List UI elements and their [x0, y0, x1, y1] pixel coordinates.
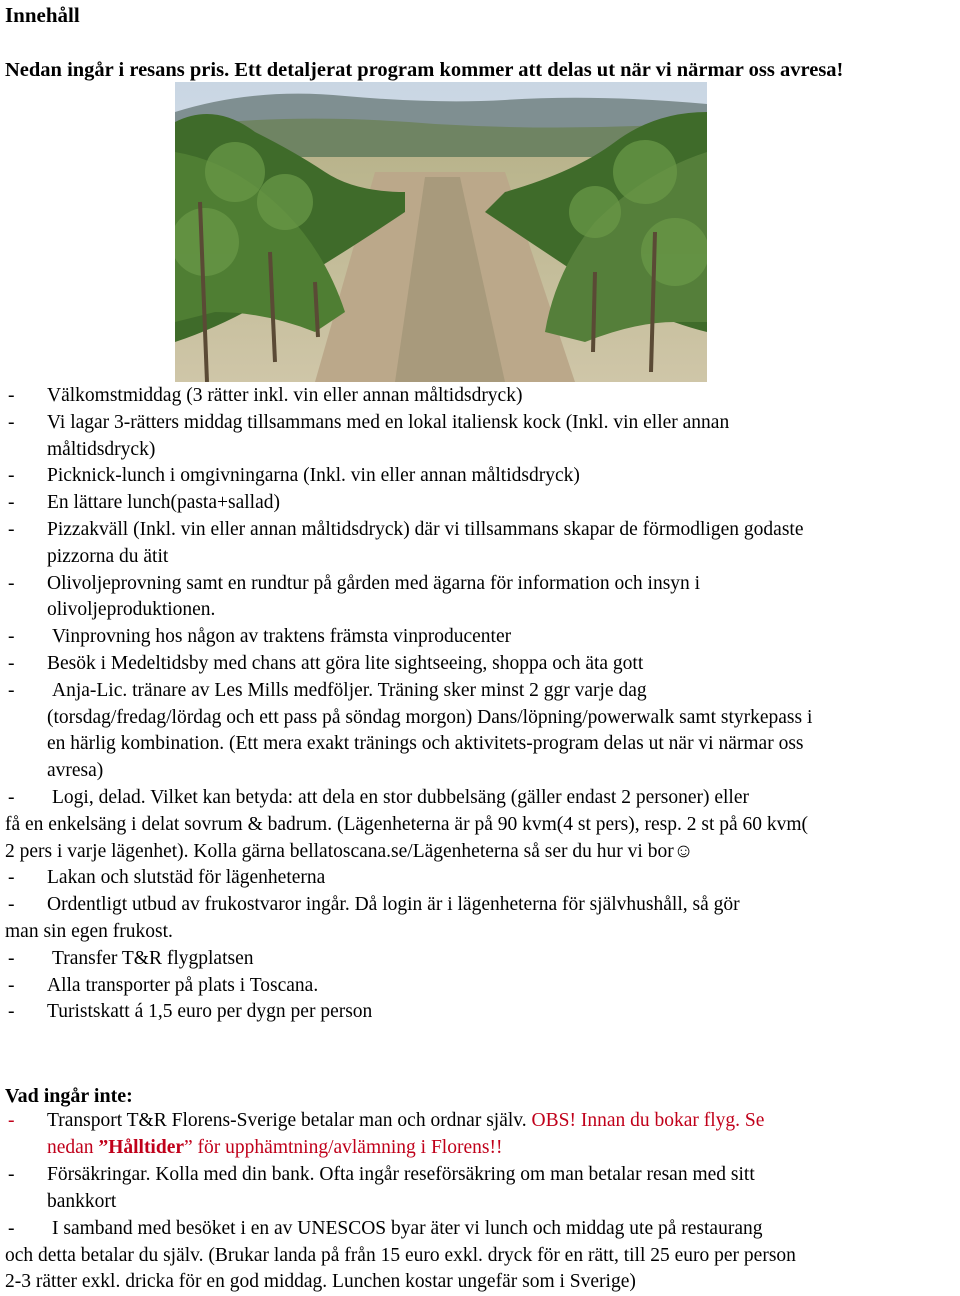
not-included-item-meals-cont: och detta betalar du själv. (Brukar landa på från 15 euro exkl. dryck för en rätt, till 25 euro per person — [5, 1245, 796, 1266]
included-item-line: Picknick-lunch i omgivningarna (Inkl. vin eller annan måltidsdryck) — [47, 465, 580, 487]
included-item-line: Alla transporter på plats i Toscana. — [47, 974, 319, 996]
list-dash: - — [8, 385, 15, 406]
not-included-item-insurance-cont: bankkort — [47, 1191, 117, 1212]
list-dash: - — [8, 787, 15, 808]
included-item-line: Pizzakväll (Inkl. vin eller annan måltidsdryck) där vi tillsammans skapar de förmodligen godaste — [47, 519, 804, 540]
list-dash: - — [8, 947, 15, 969]
list-dash: - — [8, 1001, 15, 1023]
list-dash: - — [8, 974, 15, 996]
included-item-line: Lakan och slutstäd för lägenheterna — [47, 867, 326, 889]
included-item-line: (torsdag/fredag/lördag och ett pass på söndag morgon) Dans/löpning/powerwalk samt styrkepass i — [47, 706, 813, 728]
not-included-heading: Vad ingår inte: — [5, 1085, 133, 1107]
list-dash: - — [8, 465, 15, 487]
included-item-line: Olivoljeprovning samt en rundtur på gården med ägarna för information och insyn i — [47, 572, 701, 594]
list-dash: - — [8, 1110, 15, 1131]
list-dash: - — [8, 411, 15, 433]
included-item-line: en härlig kombination. (Ett mera exakt tränings och aktivitets-program delas ut när vi närmar oss — [47, 733, 804, 755]
transport-cont-c: ” för upphämtning/avlämning i Florens!! — [184, 1137, 503, 1158]
list-dash: - — [8, 626, 15, 648]
not-included-item-transport — [47, 1108, 764, 1134]
not-included-item-meals-cont: 2-3 rätter exkl. dricka för en god middag. Lunchen kostar ungefär som i Sverige) — [5, 1271, 636, 1292]
page-title: Innehåll — [5, 3, 80, 27]
included-item-line: pizzorna du ätit — [47, 545, 169, 567]
included-item-line: Logi, delad. Vilket kan betyda: att dela en stor dubbelsäng (gäller endast 2 personer) eller — [52, 787, 749, 808]
included-item-line: Turistskatt á 1,5 euro per dygn per person — [47, 1001, 373, 1023]
included-item-line: Vinprovning hos någon av traktens främsta vinproducenter — [52, 626, 512, 648]
list-dash: - — [8, 679, 15, 701]
included-item-line: Välkomstmiddag (3 rätter inkl. vin eller annan måltidsdryck) — [47, 385, 523, 406]
included-item-line: Ordentligt utbud av frukostvaror ingår. Då login är i lägenheterna för självhushåll, så gör — [47, 894, 740, 916]
not-included-item-insurance: Försäkringar. Kolla med din bank. Ofta ingår reseförsäkring om man betalar resan med sitt — [47, 1164, 755, 1185]
intro-text: Nedan ingår i resans pris. Ett detaljerat program kommer att delas ut när vi närmar oss avresa! — [5, 59, 844, 81]
included-item-continuation: 2 pers i varje lägenhet). Kolla gärna bellatoscana.se/Lägenheterna så ser du hur vi bor☺ — [5, 840, 694, 862]
halltider-text: ”Hålltider — [98, 1137, 185, 1158]
transport-text: Transport T&R Florens-Sverige betalar man och ordnar själv. — [47, 1110, 532, 1131]
included-item-line: olivoljeproduktionen. — [47, 599, 216, 621]
included-item-continuation: få en enkelsäng i delat sovrum & badrum. (Lägenheterna är på 90 kvm(4 st pers), resp. 2 st på 60 kvm( — [5, 813, 809, 835]
list-dash: - — [8, 894, 15, 916]
transport-cont-a: nedan — [47, 1137, 99, 1158]
included-item-line: Besök i Medeltidsby med chans att göra lite sightseeing, shoppa och äta gott — [47, 653, 644, 674]
list-dash: - — [8, 1218, 15, 1239]
included-item-line: måltidsdryck) — [47, 438, 156, 460]
vineyard-photo — [175, 82, 707, 382]
included-item-line: avresa) — [47, 760, 104, 782]
list-dash: - — [8, 1164, 15, 1185]
obs-warning: OBS! Innan du bokar flyg. Se — [531, 1110, 765, 1131]
list-dash: - — [8, 867, 15, 889]
included-item-continuation: man sin egen frukost. — [5, 921, 173, 942]
not-included-item-transport-cont — [47, 1135, 502, 1161]
list-dash: - — [8, 653, 15, 674]
included-item-line: Transfer T&R flygplatsen — [52, 947, 254, 969]
list-dash: - — [8, 572, 15, 594]
not-included-item-meals: I samband med besöket i en av UNESCOS byar äter vi lunch och middag ute på restaurang — [52, 1218, 763, 1239]
included-item-line: En lättare lunch(pasta+sallad) — [47, 492, 280, 514]
included-item-line: Vi lagar 3-rätters middag tillsammans med en lokal italiensk kock (Inkl. vin eller annan — [47, 411, 730, 433]
vineyard-image — [175, 82, 707, 382]
list-dash: - — [8, 492, 15, 514]
included-item-line: Anja-Lic. tränare av Les Mills medföljer. Träning sker minst 2 ggr varje dag — [52, 679, 647, 701]
list-dash: - — [8, 519, 15, 540]
